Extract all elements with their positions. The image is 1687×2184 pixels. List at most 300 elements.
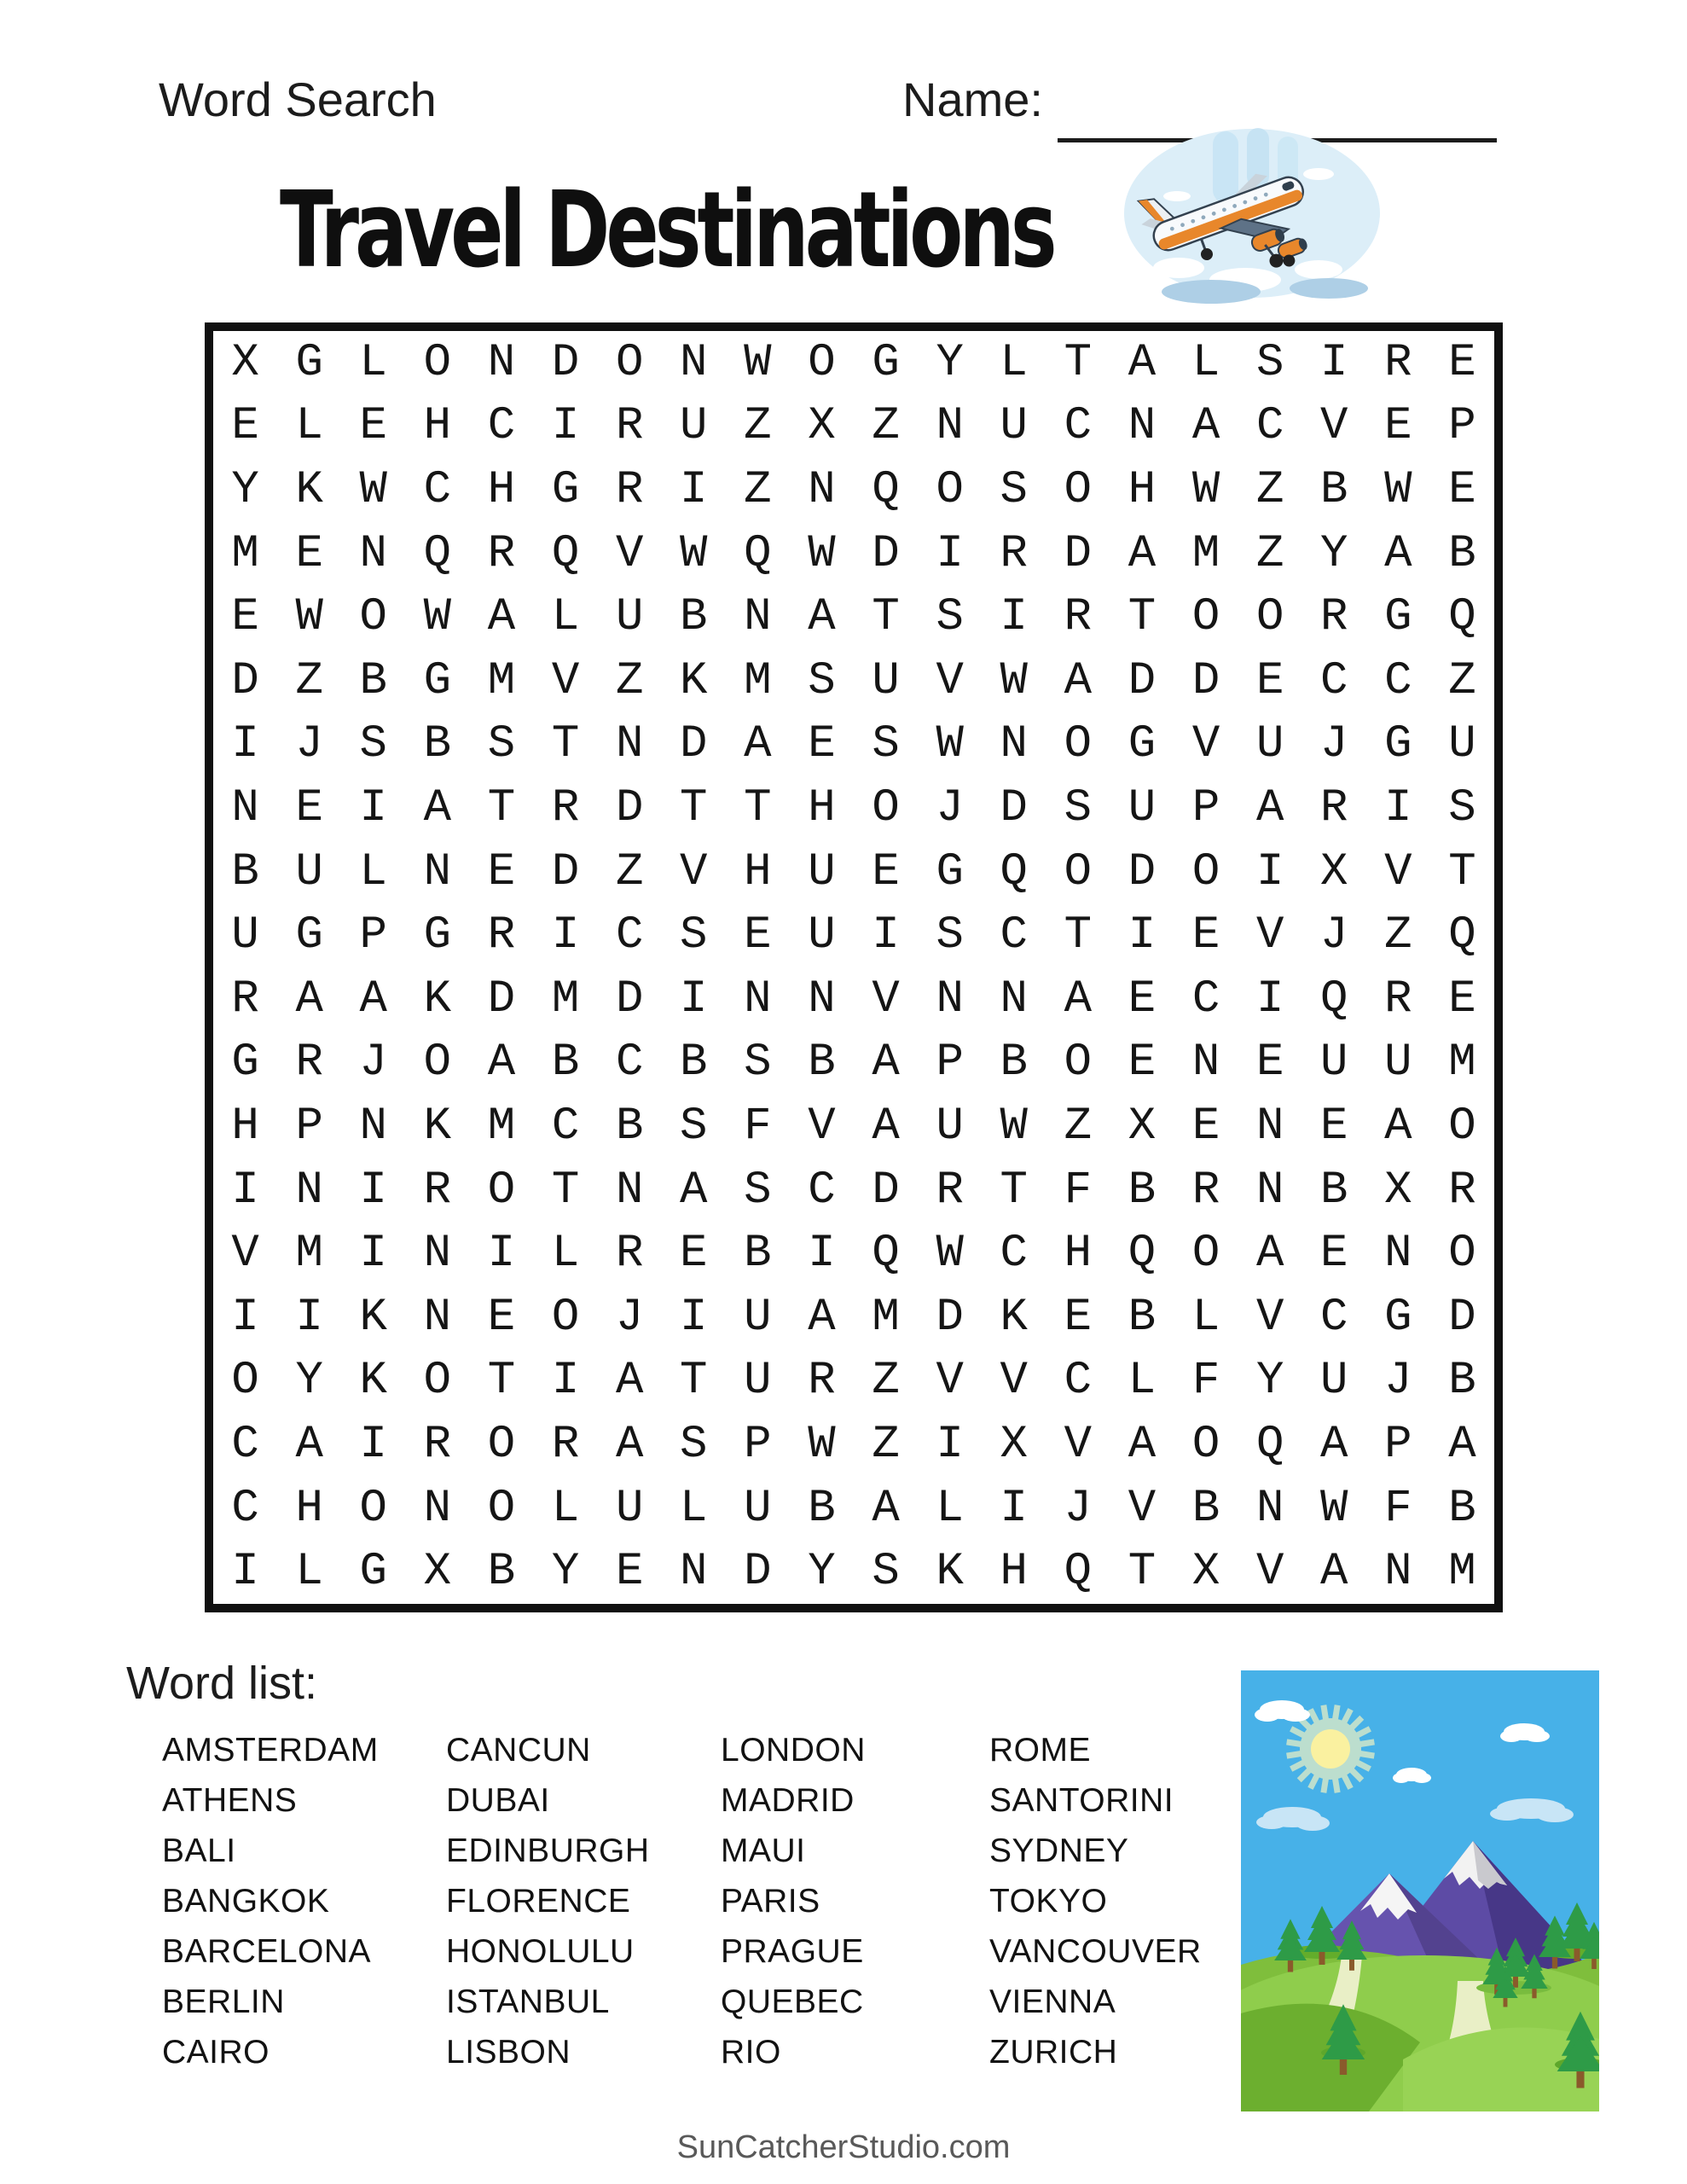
grid-cell[interactable]: A <box>1064 654 1093 707</box>
grid-cell[interactable]: T <box>680 1355 708 1408</box>
grid-cell[interactable]: X <box>808 400 836 453</box>
grid-cell[interactable]: I <box>231 1546 259 1599</box>
grid-cell[interactable]: D <box>744 1546 772 1599</box>
grid-cell[interactable]: N <box>615 718 644 771</box>
grid-cell[interactable]: L <box>551 591 580 644</box>
grid-cell[interactable]: I <box>680 973 708 1025</box>
grid-cell[interactable]: S <box>936 591 964 644</box>
grid-cell[interactable]: I <box>551 909 580 962</box>
grid-cell[interactable]: A <box>808 591 836 644</box>
grid-cell[interactable]: I <box>1000 591 1028 644</box>
grid-cell[interactable]: I <box>808 1228 836 1281</box>
grid-cell[interactable]: B <box>1128 1164 1157 1217</box>
grid-cell[interactable]: E <box>295 781 323 834</box>
grid-cell[interactable]: N <box>295 1164 323 1217</box>
grid-cell[interactable]: R <box>1320 781 1348 834</box>
grid-cell[interactable]: Y <box>295 1355 323 1408</box>
grid-cell[interactable]: D <box>615 781 644 834</box>
grid-cell[interactable]: N <box>1255 1164 1284 1217</box>
grid-cell[interactable]: L <box>1191 336 1220 389</box>
grid-cell[interactable]: S <box>872 1546 900 1599</box>
grid-cell[interactable]: Y <box>1320 527 1348 580</box>
grid-cell[interactable]: S <box>680 1100 708 1153</box>
grid-cell[interactable]: E <box>615 1546 644 1599</box>
grid-cell[interactable]: E <box>1384 400 1412 453</box>
grid-cell[interactable]: A <box>295 1418 323 1471</box>
grid-cell[interactable]: Q <box>1064 1546 1093 1599</box>
grid-cell[interactable]: T <box>1128 1546 1157 1599</box>
grid-cell[interactable]: U <box>1320 1037 1348 1089</box>
grid-cell[interactable]: O <box>1064 1037 1093 1089</box>
grid-cell[interactable]: A <box>1191 400 1220 453</box>
grid-cell[interactable]: Z <box>744 463 772 516</box>
grid-cell[interactable]: A <box>744 718 772 771</box>
grid-cell[interactable]: R <box>551 1418 580 1471</box>
grid-cell[interactable]: P <box>1448 400 1476 453</box>
grid-cell[interactable]: M <box>1191 527 1220 580</box>
grid-cell[interactable]: J <box>295 718 323 771</box>
grid-cell[interactable]: L <box>551 1228 580 1281</box>
grid-cell[interactable]: W <box>423 591 452 644</box>
grid-cell[interactable]: J <box>615 1291 644 1344</box>
grid-cell[interactable]: A <box>1384 527 1412 580</box>
grid-cell[interactable]: O <box>487 1418 516 1471</box>
grid-cell[interactable]: L <box>1128 1355 1157 1408</box>
grid-cell[interactable]: P <box>936 1037 964 1089</box>
grid-cell[interactable]: F <box>1191 1355 1220 1408</box>
grid-cell[interactable]: P <box>359 909 387 962</box>
grid-cell[interactable]: I <box>1320 336 1348 389</box>
grid-cell[interactable]: R <box>487 909 516 962</box>
grid-cell[interactable]: O <box>359 591 387 644</box>
grid-cell[interactable]: Q <box>1448 909 1476 962</box>
grid-cell[interactable]: R <box>1448 1164 1476 1217</box>
grid-cell[interactable]: X <box>1191 1546 1220 1599</box>
grid-cell[interactable]: E <box>1191 1100 1220 1153</box>
grid-cell[interactable]: U <box>1128 781 1157 834</box>
grid-cell[interactable]: H <box>744 845 772 898</box>
grid-cell[interactable]: S <box>487 718 516 771</box>
grid-cell[interactable]: E <box>359 400 387 453</box>
grid-cell[interactable]: Z <box>1384 909 1412 962</box>
grid-cell[interactable]: A <box>1128 1418 1157 1471</box>
grid-cell[interactable]: M <box>231 527 259 580</box>
grid-cell[interactable]: E <box>1128 973 1157 1025</box>
grid-cell[interactable]: I <box>551 1355 580 1408</box>
grid-cell[interactable]: I <box>359 781 387 834</box>
grid-cell[interactable]: Z <box>1255 527 1284 580</box>
grid-cell[interactable]: E <box>1448 336 1476 389</box>
grid-cell[interactable]: W <box>808 1418 836 1471</box>
grid-cell[interactable]: R <box>1384 336 1412 389</box>
grid-cell[interactable]: W <box>1320 1482 1348 1535</box>
grid-cell[interactable]: S <box>680 909 708 962</box>
grid-cell[interactable]: G <box>423 654 452 707</box>
grid-cell[interactable]: N <box>936 973 964 1025</box>
grid-cell[interactable]: T <box>1064 336 1093 389</box>
grid-cell[interactable]: U <box>808 909 836 962</box>
grid-cell[interactable]: V <box>1384 845 1412 898</box>
grid-cell[interactable]: S <box>1255 336 1284 389</box>
grid-cell[interactable]: I <box>1000 1482 1028 1535</box>
grid-cell[interactable]: Q <box>1255 1418 1284 1471</box>
grid-cell[interactable]: M <box>744 654 772 707</box>
grid-cell[interactable]: I <box>231 718 259 771</box>
grid-cell[interactable]: U <box>936 1100 964 1153</box>
grid-cell[interactable]: V <box>551 654 580 707</box>
grid-cell[interactable]: B <box>808 1037 836 1089</box>
grid-cell[interactable]: V <box>1255 1291 1284 1344</box>
grid-cell[interactable]: A <box>872 1482 900 1535</box>
grid-cell[interactable]: N <box>359 527 387 580</box>
grid-cell[interactable]: O <box>615 336 644 389</box>
grid-cell[interactable]: B <box>1320 1164 1348 1217</box>
grid-cell[interactable]: U <box>744 1291 772 1344</box>
grid-cell[interactable]: B <box>1000 1037 1028 1089</box>
grid-cell[interactable]: A <box>1128 527 1157 580</box>
grid-cell[interactable]: C <box>1384 654 1412 707</box>
grid-cell[interactable]: Q <box>1000 845 1028 898</box>
grid-cell[interactable]: V <box>1191 718 1220 771</box>
grid-cell[interactable]: E <box>1448 463 1476 516</box>
grid-cell[interactable]: N <box>1000 718 1028 771</box>
grid-cell[interactable]: C <box>1064 400 1093 453</box>
grid-cell[interactable]: N <box>359 1100 387 1153</box>
grid-cell[interactable]: A <box>680 1164 708 1217</box>
grid-cell[interactable]: M <box>872 1291 900 1344</box>
grid-cell[interactable]: M <box>487 654 516 707</box>
grid-cell[interactable]: B <box>680 1037 708 1089</box>
grid-cell[interactable]: A <box>295 973 323 1025</box>
grid-cell[interactable]: A <box>487 1037 516 1089</box>
grid-cell[interactable]: Z <box>872 1355 900 1408</box>
grid-cell[interactable]: D <box>487 973 516 1025</box>
grid-cell[interactable]: O <box>1191 591 1220 644</box>
grid-cell[interactable]: B <box>1128 1291 1157 1344</box>
grid-cell[interactable]: O <box>1255 591 1284 644</box>
grid-cell[interactable]: A <box>615 1418 644 1471</box>
grid-cell[interactable]: V <box>1064 1418 1093 1471</box>
grid-cell[interactable]: P <box>744 1418 772 1471</box>
grid-cell[interactable]: Z <box>615 654 644 707</box>
grid-cell[interactable]: Z <box>1448 654 1476 707</box>
grid-cell[interactable]: O <box>423 336 452 389</box>
grid-cell[interactable]: S <box>744 1037 772 1089</box>
grid-cell[interactable]: N <box>615 1164 644 1217</box>
grid-cell[interactable]: A <box>1128 336 1157 389</box>
grid-cell[interactable]: A <box>359 973 387 1025</box>
grid-cell[interactable]: R <box>615 463 644 516</box>
grid-cell[interactable]: P <box>1384 1418 1412 1471</box>
grid-cell[interactable]: S <box>808 654 836 707</box>
grid-cell[interactable]: H <box>487 463 516 516</box>
grid-cell[interactable]: U <box>1384 1037 1412 1089</box>
grid-cell[interactable]: I <box>231 1291 259 1344</box>
grid-cell[interactable]: O <box>487 1164 516 1217</box>
grid-cell[interactable]: M <box>1448 1037 1476 1089</box>
grid-cell[interactable]: W <box>1384 463 1412 516</box>
grid-cell[interactable]: R <box>615 1228 644 1281</box>
grid-cell[interactable]: N <box>423 845 452 898</box>
grid-cell[interactable]: C <box>1000 1228 1028 1281</box>
grid-cell[interactable]: X <box>1128 1100 1157 1153</box>
grid-cell[interactable]: U <box>295 845 323 898</box>
grid-cell[interactable]: N <box>1000 973 1028 1025</box>
grid-cell[interactable]: B <box>615 1100 644 1153</box>
grid-cell[interactable]: O <box>808 336 836 389</box>
grid-cell[interactable]: G <box>1384 1291 1412 1344</box>
grid-cell[interactable]: K <box>359 1355 387 1408</box>
grid-cell[interactable]: S <box>1000 463 1028 516</box>
grid-cell[interactable]: A <box>1448 1418 1476 1471</box>
grid-cell[interactable]: B <box>1191 1482 1220 1535</box>
grid-cell[interactable]: S <box>1064 781 1093 834</box>
grid-cell[interactable]: U <box>1255 718 1284 771</box>
grid-cell[interactable]: V <box>231 1228 259 1281</box>
grid-cell[interactable]: B <box>1448 1482 1476 1535</box>
grid-cell[interactable]: T <box>1128 591 1157 644</box>
grid-cell[interactable]: D <box>1128 845 1157 898</box>
grid-cell[interactable]: E <box>231 400 259 453</box>
grid-cell[interactable]: W <box>680 527 708 580</box>
grid-cell[interactable]: I <box>1255 973 1284 1025</box>
grid-cell[interactable]: C <box>615 1037 644 1089</box>
grid-cell[interactable]: G <box>359 1546 387 1599</box>
grid-cell[interactable]: I <box>872 909 900 962</box>
grid-cell[interactable]: L <box>295 400 323 453</box>
grid-cell[interactable]: J <box>1320 718 1348 771</box>
grid-cell[interactable]: L <box>359 845 387 898</box>
grid-cell[interactable]: U <box>231 909 259 962</box>
grid-cell[interactable]: N <box>1384 1546 1412 1599</box>
grid-cell[interactable]: Y <box>551 1546 580 1599</box>
grid-cell[interactable]: G <box>551 463 580 516</box>
grid-cell[interactable]: T <box>487 781 516 834</box>
grid-cell[interactable]: N <box>423 1228 452 1281</box>
grid-cell[interactable]: Y <box>231 463 259 516</box>
grid-cell[interactable]: A <box>1255 781 1284 834</box>
grid-cell[interactable]: E <box>1191 909 1220 962</box>
grid-cell[interactable]: E <box>1448 973 1476 1025</box>
grid-cell[interactable]: Z <box>615 845 644 898</box>
grid-cell[interactable]: I <box>359 1228 387 1281</box>
grid-cell[interactable]: C <box>615 909 644 962</box>
grid-cell[interactable]: M <box>551 973 580 1025</box>
grid-cell[interactable]: P <box>1191 781 1220 834</box>
grid-cell[interactable]: U <box>680 400 708 453</box>
grid-cell[interactable]: K <box>423 973 452 1025</box>
grid-cell[interactable]: Z <box>872 1418 900 1471</box>
grid-cell[interactable]: R <box>423 1164 452 1217</box>
grid-cell[interactable]: D <box>680 718 708 771</box>
grid-cell[interactable]: V <box>808 1100 836 1153</box>
grid-cell[interactable]: W <box>936 1228 964 1281</box>
grid-cell[interactable]: D <box>1448 1291 1476 1344</box>
grid-cell[interactable]: O <box>872 781 900 834</box>
grid-cell[interactable]: S <box>872 718 900 771</box>
grid-cell[interactable]: U <box>1320 1355 1348 1408</box>
grid-cell[interactable]: E <box>1064 1291 1093 1344</box>
grid-cell[interactable]: V <box>1255 909 1284 962</box>
grid-cell[interactable]: O <box>936 463 964 516</box>
grid-cell[interactable]: O <box>423 1355 452 1408</box>
grid-cell[interactable]: O <box>1064 845 1093 898</box>
grid-cell[interactable]: I <box>936 1418 964 1471</box>
grid-cell[interactable]: H <box>808 781 836 834</box>
grid-cell[interactable]: N <box>808 463 836 516</box>
grid-cell[interactable]: Q <box>551 527 580 580</box>
grid-cell[interactable]: X <box>423 1546 452 1599</box>
grid-cell[interactable]: E <box>1320 1100 1348 1153</box>
grid-cell[interactable]: B <box>359 654 387 707</box>
grid-cell[interactable]: T <box>551 718 580 771</box>
grid-cell[interactable]: E <box>808 718 836 771</box>
grid-cell[interactable]: L <box>359 336 387 389</box>
grid-cell[interactable]: G <box>1128 718 1157 771</box>
grid-cell[interactable]: K <box>936 1546 964 1599</box>
grid-cell[interactable]: T <box>1064 909 1093 962</box>
grid-cell[interactable]: B <box>1448 527 1476 580</box>
grid-cell[interactable]: A <box>1064 973 1093 1025</box>
grid-cell[interactable]: V <box>936 654 964 707</box>
grid-cell[interactable]: L <box>936 1482 964 1535</box>
grid-cell[interactable]: X <box>1000 1418 1028 1471</box>
grid-cell[interactable]: Z <box>295 654 323 707</box>
grid-cell[interactable]: Z <box>1064 1100 1093 1153</box>
grid-cell[interactable]: N <box>808 973 836 1025</box>
grid-cell[interactable]: C <box>1320 654 1348 707</box>
grid-cell[interactable]: A <box>872 1100 900 1153</box>
grid-cell[interactable]: I <box>359 1418 387 1471</box>
grid-cell[interactable]: A <box>487 591 516 644</box>
grid-cell[interactable]: A <box>1320 1418 1348 1471</box>
grid-cell[interactable]: S <box>1448 781 1476 834</box>
grid-cell[interactable]: V <box>936 1355 964 1408</box>
grid-cell[interactable]: B <box>1448 1355 1476 1408</box>
grid-cell[interactable]: Z <box>744 400 772 453</box>
grid-cell[interactable]: Y <box>1255 1355 1284 1408</box>
grid-cell[interactable]: B <box>551 1037 580 1089</box>
grid-cell[interactable]: E <box>744 909 772 962</box>
grid-cell[interactable]: L <box>680 1482 708 1535</box>
grid-cell[interactable]: U <box>872 654 900 707</box>
grid-cell[interactable]: N <box>487 336 516 389</box>
grid-cell[interactable]: R <box>615 400 644 453</box>
grid-cell[interactable]: E <box>487 1291 516 1344</box>
grid-cell[interactable]: D <box>872 1164 900 1217</box>
grid-cell[interactable]: D <box>551 336 580 389</box>
grid-cell[interactable]: A <box>872 1037 900 1089</box>
grid-cell[interactable]: E <box>1255 654 1284 707</box>
grid-cell[interactable]: E <box>1320 1228 1348 1281</box>
grid-cell[interactable]: Z <box>872 400 900 453</box>
grid-cell[interactable]: X <box>1320 845 1348 898</box>
grid-cell[interactable]: M <box>295 1228 323 1281</box>
grid-cell[interactable]: C <box>231 1418 259 1471</box>
grid-cell[interactable]: R <box>1384 973 1412 1025</box>
grid-cell[interactable]: R <box>487 527 516 580</box>
grid-cell[interactable]: X <box>1384 1164 1412 1217</box>
grid-cell[interactable]: O <box>1191 1228 1220 1281</box>
grid-cell[interactable]: T <box>487 1355 516 1408</box>
grid-cell[interactable]: D <box>1128 654 1157 707</box>
grid-cell[interactable]: I <box>680 463 708 516</box>
grid-cell[interactable]: C <box>423 463 452 516</box>
grid-cell[interactable]: W <box>744 336 772 389</box>
grid-cell[interactable]: Y <box>808 1546 836 1599</box>
grid-cell[interactable]: W <box>936 718 964 771</box>
grid-cell[interactable]: I <box>1384 781 1412 834</box>
grid-cell[interactable]: G <box>872 336 900 389</box>
grid-cell[interactable]: R <box>295 1037 323 1089</box>
grid-cell[interactable]: C <box>231 1482 259 1535</box>
grid-cell[interactable]: O <box>1191 1418 1220 1471</box>
grid-cell[interactable]: C <box>487 400 516 453</box>
grid-cell[interactable]: O <box>231 1355 259 1408</box>
grid-cell[interactable]: L <box>295 1546 323 1599</box>
grid-cell[interactable]: O <box>551 1291 580 1344</box>
grid-cell[interactable]: I <box>359 1164 387 1217</box>
grid-cell[interactable]: U <box>744 1355 772 1408</box>
grid-cell[interactable]: V <box>1255 1546 1284 1599</box>
grid-cell[interactable]: X <box>231 336 259 389</box>
grid-cell[interactable]: E <box>1128 1037 1157 1089</box>
grid-cell[interactable]: U <box>1448 718 1476 771</box>
grid-cell[interactable]: O <box>1064 463 1093 516</box>
grid-cell[interactable]: U <box>1000 400 1028 453</box>
grid-cell[interactable]: N <box>744 973 772 1025</box>
grid-cell[interactable]: T <box>1000 1164 1028 1217</box>
grid-cell[interactable]: H <box>231 1100 259 1153</box>
grid-cell[interactable]: O <box>359 1482 387 1535</box>
grid-cell[interactable]: C <box>551 1100 580 1153</box>
grid-cell[interactable]: Q <box>1320 973 1348 1025</box>
grid-cell[interactable]: G <box>295 336 323 389</box>
grid-cell[interactable]: W <box>808 527 836 580</box>
grid-cell[interactable]: J <box>359 1037 387 1089</box>
grid-cell[interactable]: W <box>1000 654 1028 707</box>
grid-cell[interactable]: S <box>744 1164 772 1217</box>
grid-cell[interactable]: I <box>1128 909 1157 962</box>
grid-cell[interactable]: V <box>1320 400 1348 453</box>
grid-cell[interactable]: Q <box>872 463 900 516</box>
grid-cell[interactable]: K <box>1000 1291 1028 1344</box>
grid-cell[interactable]: C <box>1000 909 1028 962</box>
grid-cell[interactable]: O <box>487 1482 516 1535</box>
grid-cell[interactable]: W <box>1191 463 1220 516</box>
grid-cell[interactable]: E <box>1255 1037 1284 1089</box>
grid-cell[interactable]: E <box>487 845 516 898</box>
grid-cell[interactable]: Q <box>1128 1228 1157 1281</box>
grid-cell[interactable]: I <box>551 400 580 453</box>
grid-cell[interactable]: D <box>231 654 259 707</box>
grid-cell[interactable]: C <box>1064 1355 1093 1408</box>
grid-cell[interactable]: O <box>1191 845 1220 898</box>
grid-cell[interactable]: U <box>808 845 836 898</box>
grid-cell[interactable]: I <box>1255 845 1284 898</box>
grid-cell[interactable]: R <box>423 1418 452 1471</box>
grid-cell[interactable]: N <box>423 1291 452 1344</box>
grid-cell[interactable]: V <box>872 973 900 1025</box>
grid-cell[interactable]: F <box>1064 1164 1093 1217</box>
grid-cell[interactable]: O <box>1448 1100 1476 1153</box>
grid-cell[interactable]: Y <box>936 336 964 389</box>
grid-cell[interactable]: J <box>1320 909 1348 962</box>
grid-cell[interactable]: B <box>808 1482 836 1535</box>
grid-cell[interactable]: K <box>680 654 708 707</box>
grid-cell[interactable]: W <box>295 591 323 644</box>
grid-cell[interactable]: Q <box>1448 591 1476 644</box>
